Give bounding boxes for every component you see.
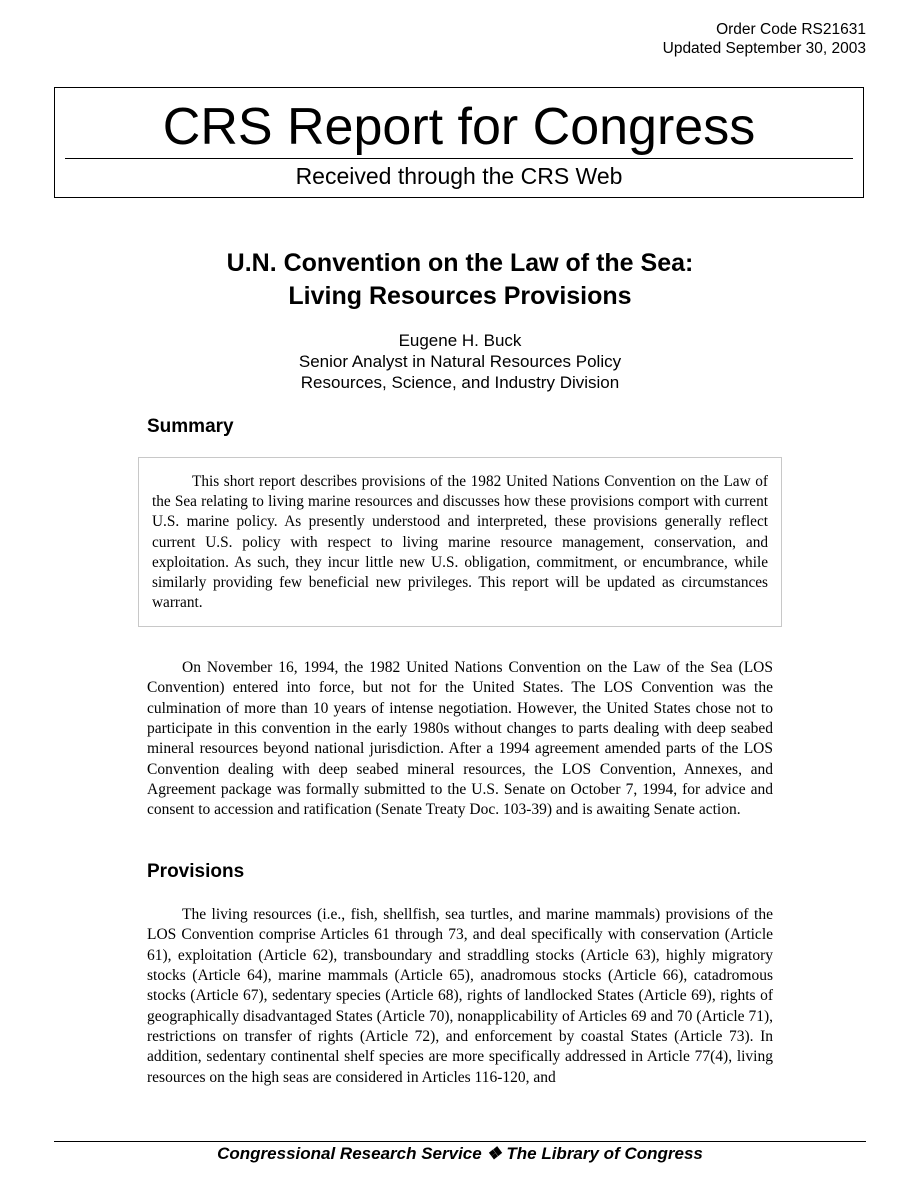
masthead-subtitle: Received through the CRS Web	[295, 163, 623, 189]
provisions-heading: Provisions	[147, 861, 245, 882]
author-name: Eugene H. Buck	[398, 331, 522, 350]
masthead	[54, 87, 864, 198]
order-code: Order Code RS21631	[716, 21, 866, 38]
document-title-line2: Living Resources Provisions	[288, 282, 632, 310]
author-division: Resources, Science, and Industry Division	[300, 373, 620, 392]
order-code-block	[663, 20, 866, 58]
footer-text: Congressional Research Service ❖ The Library of Congress	[217, 1144, 703, 1163]
document-title	[0, 247, 920, 313]
document-title-line1: U.N. Convention on the Law of the Sea:	[226, 249, 694, 277]
footer-divider	[54, 1141, 866, 1142]
author-block	[0, 330, 920, 393]
summary-box	[138, 457, 782, 627]
masthead-title: CRS Report for Congress	[162, 98, 756, 156]
author-position: Senior Analyst in Natural Resources Policy	[298, 352, 622, 371]
provisions-paragraph: The living resources (i.e., fish, shellfish, sea turtles, and marine mammals) provisions of the LOS Convention comprise Articles 61 through 73, and deal specifically with conservation (Article 61), exploitation (Article 62), transboundary and straddling stocks (Article 63), highly migratory stocks (Article 64), marine mammals (Article 65), anadromous stocks (Article 66), catadromous stocks (Article 67), sedentary species (Article 68), rights of landlocked States (Article 69), rights of geographically disadvantaged States (Article 70), nonapplicability of Articles 69 and 70 (Article 71), restrictions on transfer of rights (Article 72), and enforcement by coastal States (Article 73). In addition, sedentary continental shelf species are more specifically addressed in Article 77(4), living resources on the high seas are considered in Articles 116-120, and	[147, 906, 773, 1086]
intro-paragraph: On November 16, 1994, the 1982 United Nations Convention on the Law of the Sea (LOS Convention) entered into force, but not for the United States. The LOS Convention was the culmination of more than 10 years of intense negotiation. However, the United States chose not to participate in this convention in the early 1980s without changes to parts dealing with deep seabed mineral resources beyond national jurisdiction. After a 1994 agreement amended parts of the LOS Convention dealing with deep seabed mineral resources, the LOS Convention, Annexes, and Agreement package was formally submitted to the U.S. Senate on October 7, 1994, for advice and consent to accession and ratification (Senate Treaty Doc. 103-39) and is awaiting Senate action.	[147, 659, 773, 819]
summary-text: This short report describes provisions of the 1982 United Nations Convention on the Law of the Sea relating to living marine resources and discusses how these provisions comport with current U.S. marine policy. As presently understood and interpreted, these provisions generally reflect current U.S. policy with respect to living marine resource management, conservation, and exploitation. As such, they incur little new U.S. obligation, commitment, or encumbrance, while similarly providing few beneficial new privileges. This report will be updated as circumstances warrant.	[152, 473, 768, 612]
updated-date: Updated September 30, 2003	[662, 40, 866, 57]
summary-heading: Summary	[147, 416, 234, 437]
masthead-divider	[65, 158, 853, 159]
